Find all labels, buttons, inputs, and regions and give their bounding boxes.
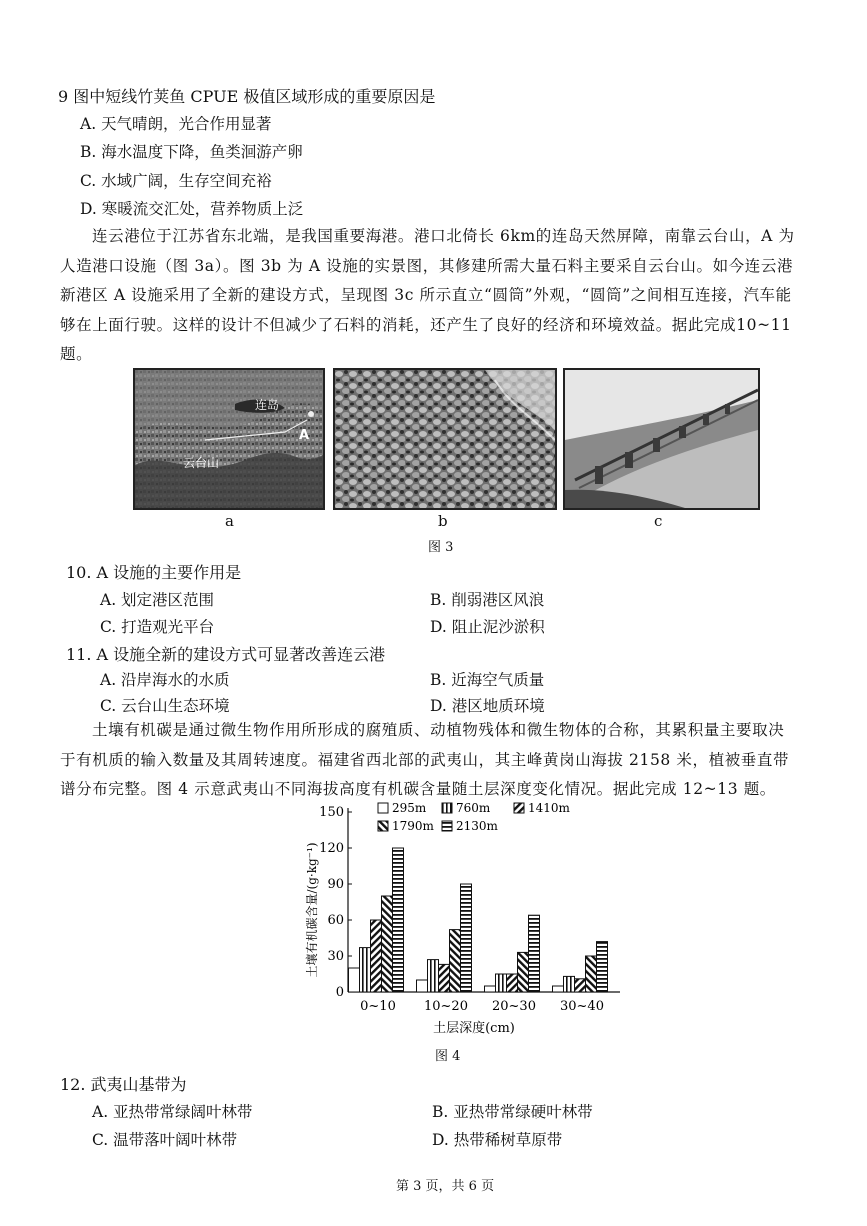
figure3a-caption: a <box>225 512 234 530</box>
y-tick-label: 30 <box>327 949 344 964</box>
map-label-mountain: 云台山 <box>183 456 220 470</box>
figure3a-map-photo <box>133 368 325 510</box>
q11-option-b: B. 近海空气质量 <box>430 671 545 689</box>
bar-2130m-0~10 <box>393 848 404 992</box>
q12-stem: 12. 武夷山基带为 <box>60 1075 187 1094</box>
q11-option-a: A. 沿岸海水的水质 <box>100 671 230 689</box>
legend-label-760m: 760m <box>456 801 491 815</box>
q9-option-a: A. 天气晴朗，光合作用显著 <box>80 115 272 133</box>
legend-label-1410m: 1410m <box>528 801 570 815</box>
figure3a-map-graphic <box>135 370 323 508</box>
figure3c-pier-graphic <box>565 370 758 508</box>
legend-label-295m: 295m <box>392 801 427 815</box>
q11-stem: 11. A 设施全新的建设方式可显著改善连云港 <box>66 645 386 664</box>
bar-1410m-0~10 <box>371 920 382 992</box>
q12-option-a: A. 亚热带常绿阔叶林带 <box>92 1103 253 1121</box>
figure3c-caption: c <box>654 512 663 530</box>
q9-option-d: D. 寒暖流交汇处，营养物质上泛 <box>80 200 304 218</box>
map-label-island: 连岛 <box>255 398 280 412</box>
legend-swatch-1410m <box>514 803 524 813</box>
q9-option-c: C. 水域广阔，生存空间充裕 <box>80 172 272 190</box>
q11-option-d: D. 港区地质环境 <box>430 697 545 715</box>
x-tick-label: 20~30 <box>492 999 536 1014</box>
y-tick-label: 60 <box>327 913 344 928</box>
bar-1410m-20~30 <box>507 974 518 992</box>
q12-option-c: C. 温带落叶阔叶林带 <box>92 1131 238 1149</box>
figure3b-caption: b <box>438 512 448 530</box>
bar-760m-0~10 <box>360 948 371 992</box>
y-axis-label: 土壤有机碳含量/(g·kg⁻¹) <box>305 842 319 978</box>
bar-1790m-30~40 <box>586 956 597 992</box>
legend-swatch-760m <box>442 803 452 813</box>
bar-760m-20~30 <box>496 974 507 992</box>
passage-lianyungang: 连云港位于江苏省东北端，是我国重要海港。港口北倚长 6km的连岛天然屏障，南靠云台山，A 为人造港口设施（图 3a）。图 3b 为 A 设施的实景图，其修建所需大量石料主要采自云台山。如今连云港新港区 A 设施采用了全新的建设方式，呈现图 3c 所示直立“圆筒”外观，“圆筒”之间相互连接，汽车能够在上面行驶。这样的设计不但减少了石料的消耗，还产生了良好的经济和环境效益。据此完成10~11 题。 <box>60 227 795 363</box>
figure3b-breakwater-photo <box>333 368 557 510</box>
figure3-title: 图 3 <box>428 540 454 555</box>
x-axis-label: 土层深度(cm) <box>433 1021 515 1036</box>
x-tick-label: 10~20 <box>424 999 468 1014</box>
map-label-facility: A <box>299 428 310 443</box>
q12-option-d: D. 热带稀树草原带 <box>432 1131 563 1149</box>
x-tick-label: 0~10 <box>360 999 396 1014</box>
legend-label-2130m: 2130m <box>456 819 498 833</box>
q10-option-c: C. 打造观光平台 <box>100 618 215 636</box>
bar-2130m-30~40 <box>597 942 608 992</box>
legend-swatch-2130m <box>442 821 452 831</box>
y-tick-label: 90 <box>327 877 344 892</box>
q10-option-d: D. 阻止泥沙淤积 <box>430 618 545 636</box>
bar-1790m-0~10 <box>382 896 393 992</box>
figure4-chart <box>298 798 638 1043</box>
q9-option-b: B. 海水温度下降，鱼类洄游产卵 <box>80 143 303 161</box>
y-tick-label: 0 <box>335 985 344 1000</box>
y-tick-label: 150 <box>319 805 344 820</box>
bar-295m-30~40 <box>553 986 564 992</box>
figure3c-cylinder-photo <box>563 368 760 510</box>
bar-1790m-10~20 <box>450 930 461 992</box>
q10-option-b: B. 削弱港区风浪 <box>430 591 545 609</box>
q11-option-c: C. 云台山生态环境 <box>100 697 230 715</box>
passage-soil-carbon: 土壤有机碳是通过微生物作用所形成的腐殖质、动植物残体和微生物体的合称，其累积量主要取决于有机质的输入数量及其周转速度。福建省西北部的武夷山，其主峰黄岗山海拔 2158 米，植被垂直带谱分布完整。图 4 示意武夷山不同海拔高度有机碳含量随土层深度变化情况。据此完成 12~13 题。 <box>60 721 790 798</box>
bar-2130m-10~20 <box>461 884 472 992</box>
bar-295m-0~10 <box>349 968 360 992</box>
figure3b-rocks-graphic <box>335 370 555 508</box>
q9-stem: 9 图中短线竹荚鱼 CPUE 极值区域形成的重要原因是 <box>58 87 436 106</box>
bar-2130m-20~30 <box>529 915 540 992</box>
bar-1410m-10~20 <box>439 964 450 992</box>
figure4-title: 图 4 <box>435 1049 461 1064</box>
q10-stem: 10. A 设施的主要作用是 <box>66 563 242 582</box>
bar-295m-10~20 <box>417 980 428 992</box>
bar-760m-10~20 <box>428 960 439 992</box>
bar-295m-20~30 <box>485 986 496 992</box>
q12-option-b: B. 亚热带常绿硬叶林带 <box>432 1103 593 1121</box>
legend-label-1790m: 1790m <box>392 819 434 833</box>
page-footer: 第 3 页，共 6 页 <box>396 1179 495 1194</box>
bar-1410m-30~40 <box>575 979 586 992</box>
legend-swatch-295m <box>378 803 388 813</box>
x-tick-label: 30~40 <box>560 999 604 1014</box>
legend-swatch-1790m <box>378 821 388 831</box>
bar-1790m-20~30 <box>518 952 529 992</box>
q10-option-a: A. 划定港区范围 <box>100 591 215 609</box>
bar-760m-30~40 <box>564 976 575 992</box>
y-tick-label: 120 <box>319 841 344 856</box>
